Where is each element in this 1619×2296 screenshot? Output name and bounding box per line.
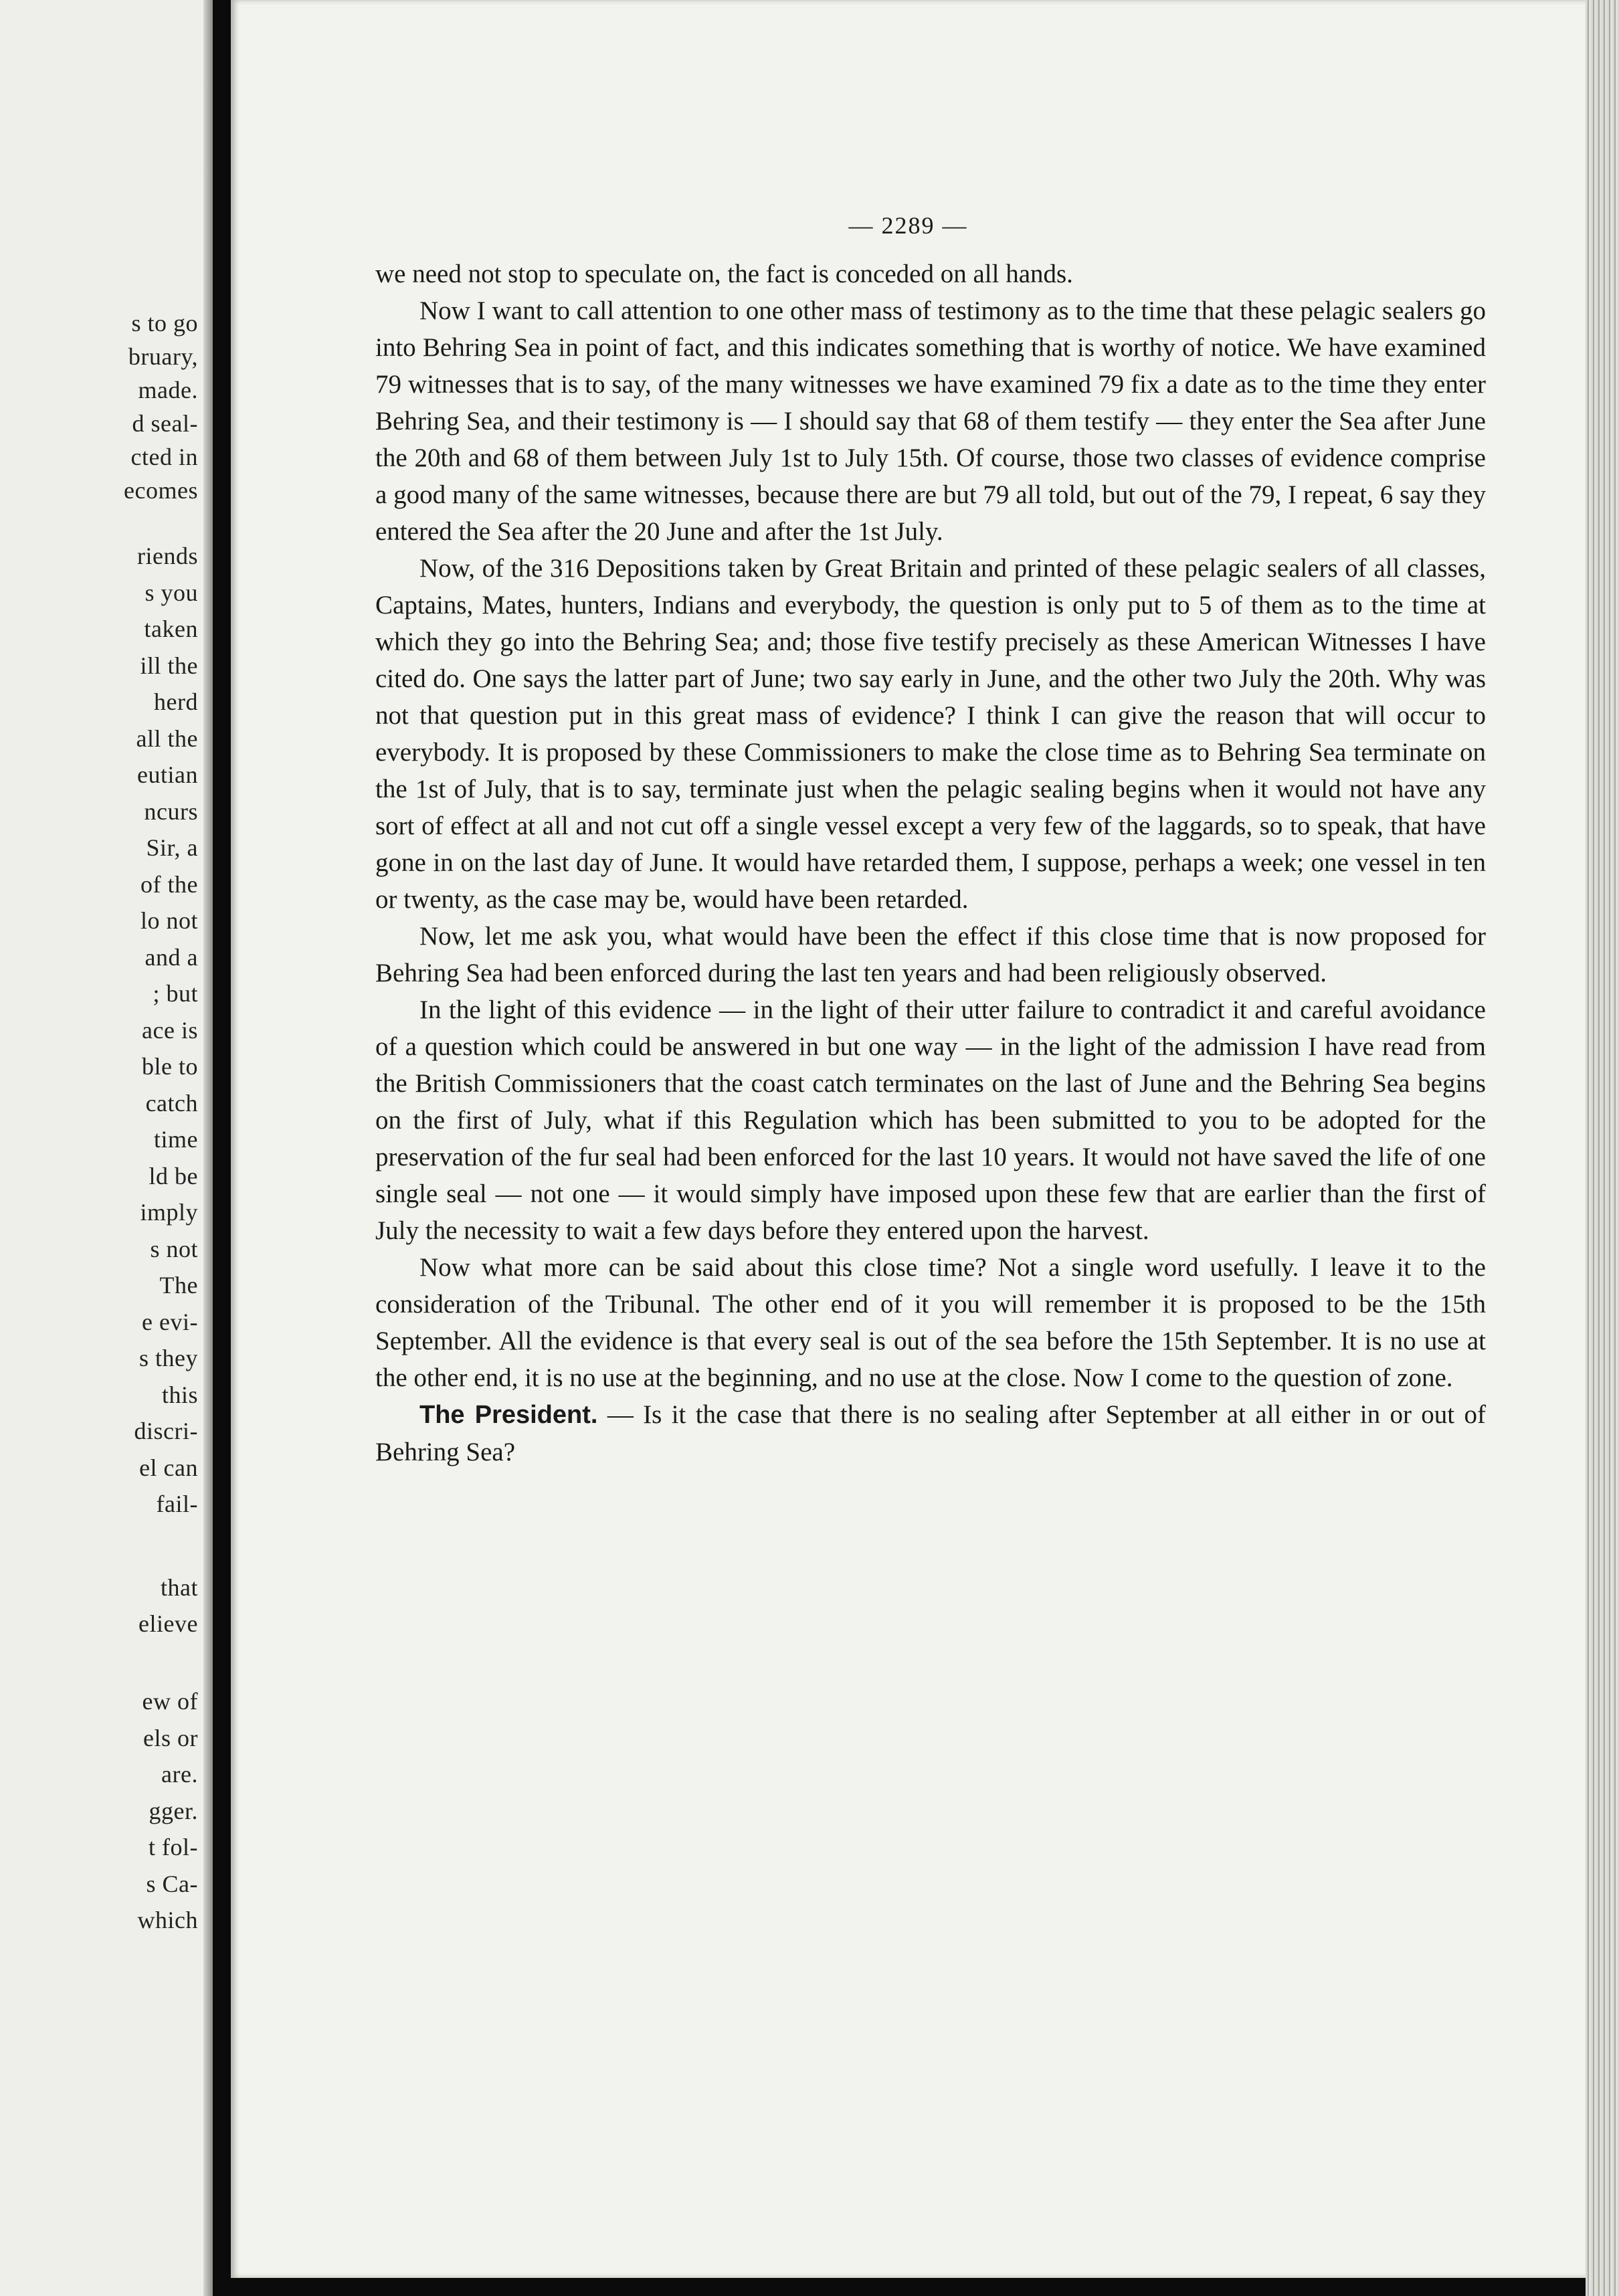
question-text: — Is it the case that there is no sealing after September at all either in or out of Behring Sea? bbox=[375, 1400, 1486, 1466]
page-number: — 2289 — bbox=[848, 212, 968, 239]
left-page-fragment: lo not bbox=[140, 907, 198, 934]
paragraph: In the light of this evidence — in the light of their utter failure to contradict it and careful avoidance of a question which could be answered in but one way — in the light of the admission I have read from the British Commissioners that the coast catch terminates on the last of June and the Behring Sea begins on the first of July, what if this Regulation which has been submitted to you to be adopted for the preservation of the fur seal had been enforced for the last 10 years. It would not have saved the life of one single seal — not one — it would simply have imposed upon these few that are earlier than the first of July the necessity to wait a few days before they entered upon the harvest. bbox=[375, 995, 1486, 1245]
page-spine-shadow bbox=[203, 0, 213, 2296]
left-page-fragment: s they bbox=[139, 1345, 198, 1371]
main-page bbox=[231, 0, 1586, 2278]
paragraph: Now I want to call attention to one other mass of testimony as to the time that these pelagic sealers go into Behring Sea in point of fact, and this indicates something that is worthy of notice. We have examined 79 witnesses that is to say, of the many witnesses we have examined 79 fix a date as to the time they enter Behring Sea, and their testimony is — I should say that 68 of them testify — they enter the Sea after June the 20th and 68 of them between July 1st to July 15th. Of course, those two classes of evidence comprise a good many of the same witnesses, because there are but 79 all told, but out of the 79, I repeat, 6 say they entered the Sea after the 20 June and after the 1st July. bbox=[375, 296, 1486, 546]
left-page-fragment: el can bbox=[139, 1454, 198, 1481]
left-page-fragment: els or bbox=[143, 1724, 198, 1751]
left-page-fragment: gger. bbox=[149, 1797, 198, 1824]
left-page-fragment: which bbox=[137, 1907, 198, 1933]
page-edges bbox=[1586, 0, 1619, 2296]
left-page-fragment: ill the bbox=[140, 652, 198, 679]
left-page-fragment: eutian bbox=[137, 761, 198, 788]
left-page-fragment: this bbox=[161, 1381, 198, 1408]
left-page-fragment: s to go bbox=[131, 310, 198, 337]
left-page-fragment: d seal- bbox=[132, 410, 198, 437]
paragraph: Now what more can be said about this close time? Not a single word usefully. I leave it to the consideration of the Tribunal. The other end of it you will remember it is proposed to be the 15th September. All the evidence is that every seal is out of the sea before the 15th September. It is no use at the other end, it is no use at the beginning, and no use at the close. Now I come to the question of zone. bbox=[375, 1253, 1486, 1392]
left-page-fragment: taken bbox=[144, 615, 198, 642]
left-page-fragment: that bbox=[161, 1574, 198, 1601]
left-page-fragment: t fol- bbox=[149, 1834, 198, 1860]
left-page-fragment: herd bbox=[154, 688, 198, 715]
left-page-fragment: Sir, a bbox=[146, 834, 198, 861]
left-page-fragment: are. bbox=[161, 1761, 198, 1788]
left-page-fragment: s you bbox=[145, 579, 198, 606]
left-page-fragment: e evi- bbox=[142, 1308, 198, 1335]
president-question bbox=[375, 1396, 1486, 1470]
left-page-fragment: ace is bbox=[142, 1016, 198, 1044]
left-page-fragment: catch bbox=[145, 1089, 198, 1117]
left-page-fragment: all the bbox=[136, 725, 198, 752]
paragraph: Now, of the 316 Depositions taken by Great Britain and printed of these pelagic sealers of all classes, Captains, Mates, hunters, Indians and everybody, the question is only put to 5 of them as to the time at which they go into the Behring Sea; and; those five testify precisely as these American Witnesses I have cited do. One says the latter part of June; two say early in June, and the other two July the 20th. Why was not that question put in this great mass of evidence? I think I can give the reason that will occur to everybody. It is proposed by these Commissioners to make the close time as to Behring Sea terminate on the 1st of July, that is to say, terminate just when the pelagic sealing begins when it would not have any sort of effect at all and not cut off a single vessel except a very few of the laggards, so to speak, that have gone in on the last day of June. It would have retarded them, I suppose, perhaps a week; one vessel in ten or twenty, as the case may be, would have been retarded. bbox=[375, 554, 1486, 914]
left-page-fragment: ncurs bbox=[144, 797, 198, 825]
left-page-fragment: fail- bbox=[156, 1491, 198, 1517]
left-page-fragment: discri- bbox=[134, 1418, 198, 1444]
left-page-fragment: ew of bbox=[142, 1688, 198, 1715]
left-facing-page bbox=[0, 0, 213, 2296]
left-page-fragment: imply bbox=[140, 1199, 198, 1226]
left-page-fragment: ; but bbox=[153, 980, 198, 1007]
left-page-fragment: time bbox=[154, 1126, 198, 1153]
left-page-fragment: bruary, bbox=[128, 343, 198, 370]
left-page-fragment: ble to bbox=[142, 1053, 198, 1080]
left-page-fragment: and a bbox=[145, 943, 198, 971]
left-page-fragment: elieve bbox=[138, 1610, 198, 1637]
paragraph-continuation: we need not stop to speculate on, the fact is conceded on all hands. bbox=[375, 260, 1073, 288]
left-page-fragment: ecomes bbox=[124, 477, 198, 504]
left-page-fragment: riends bbox=[137, 543, 198, 569]
left-page-fragment: s not bbox=[150, 1235, 198, 1262]
paragraph: Now, let me ask you, what would have been the effect if this close time that is now proposed for Behring Sea had been enforced during the last ten years and had been religiously observed. bbox=[375, 922, 1486, 987]
left-page-fragment: made. bbox=[138, 377, 198, 403]
left-page-fragment: ld be bbox=[149, 1162, 198, 1189]
left-page-fragment: s Ca- bbox=[146, 1870, 198, 1897]
left-page-fragment: cted in bbox=[130, 444, 198, 470]
speaker-name: The President. bbox=[419, 1401, 598, 1429]
body-text bbox=[375, 256, 1486, 1470]
left-page-fragment: The bbox=[159, 1272, 198, 1299]
left-page-fragment: of the bbox=[140, 870, 198, 898]
